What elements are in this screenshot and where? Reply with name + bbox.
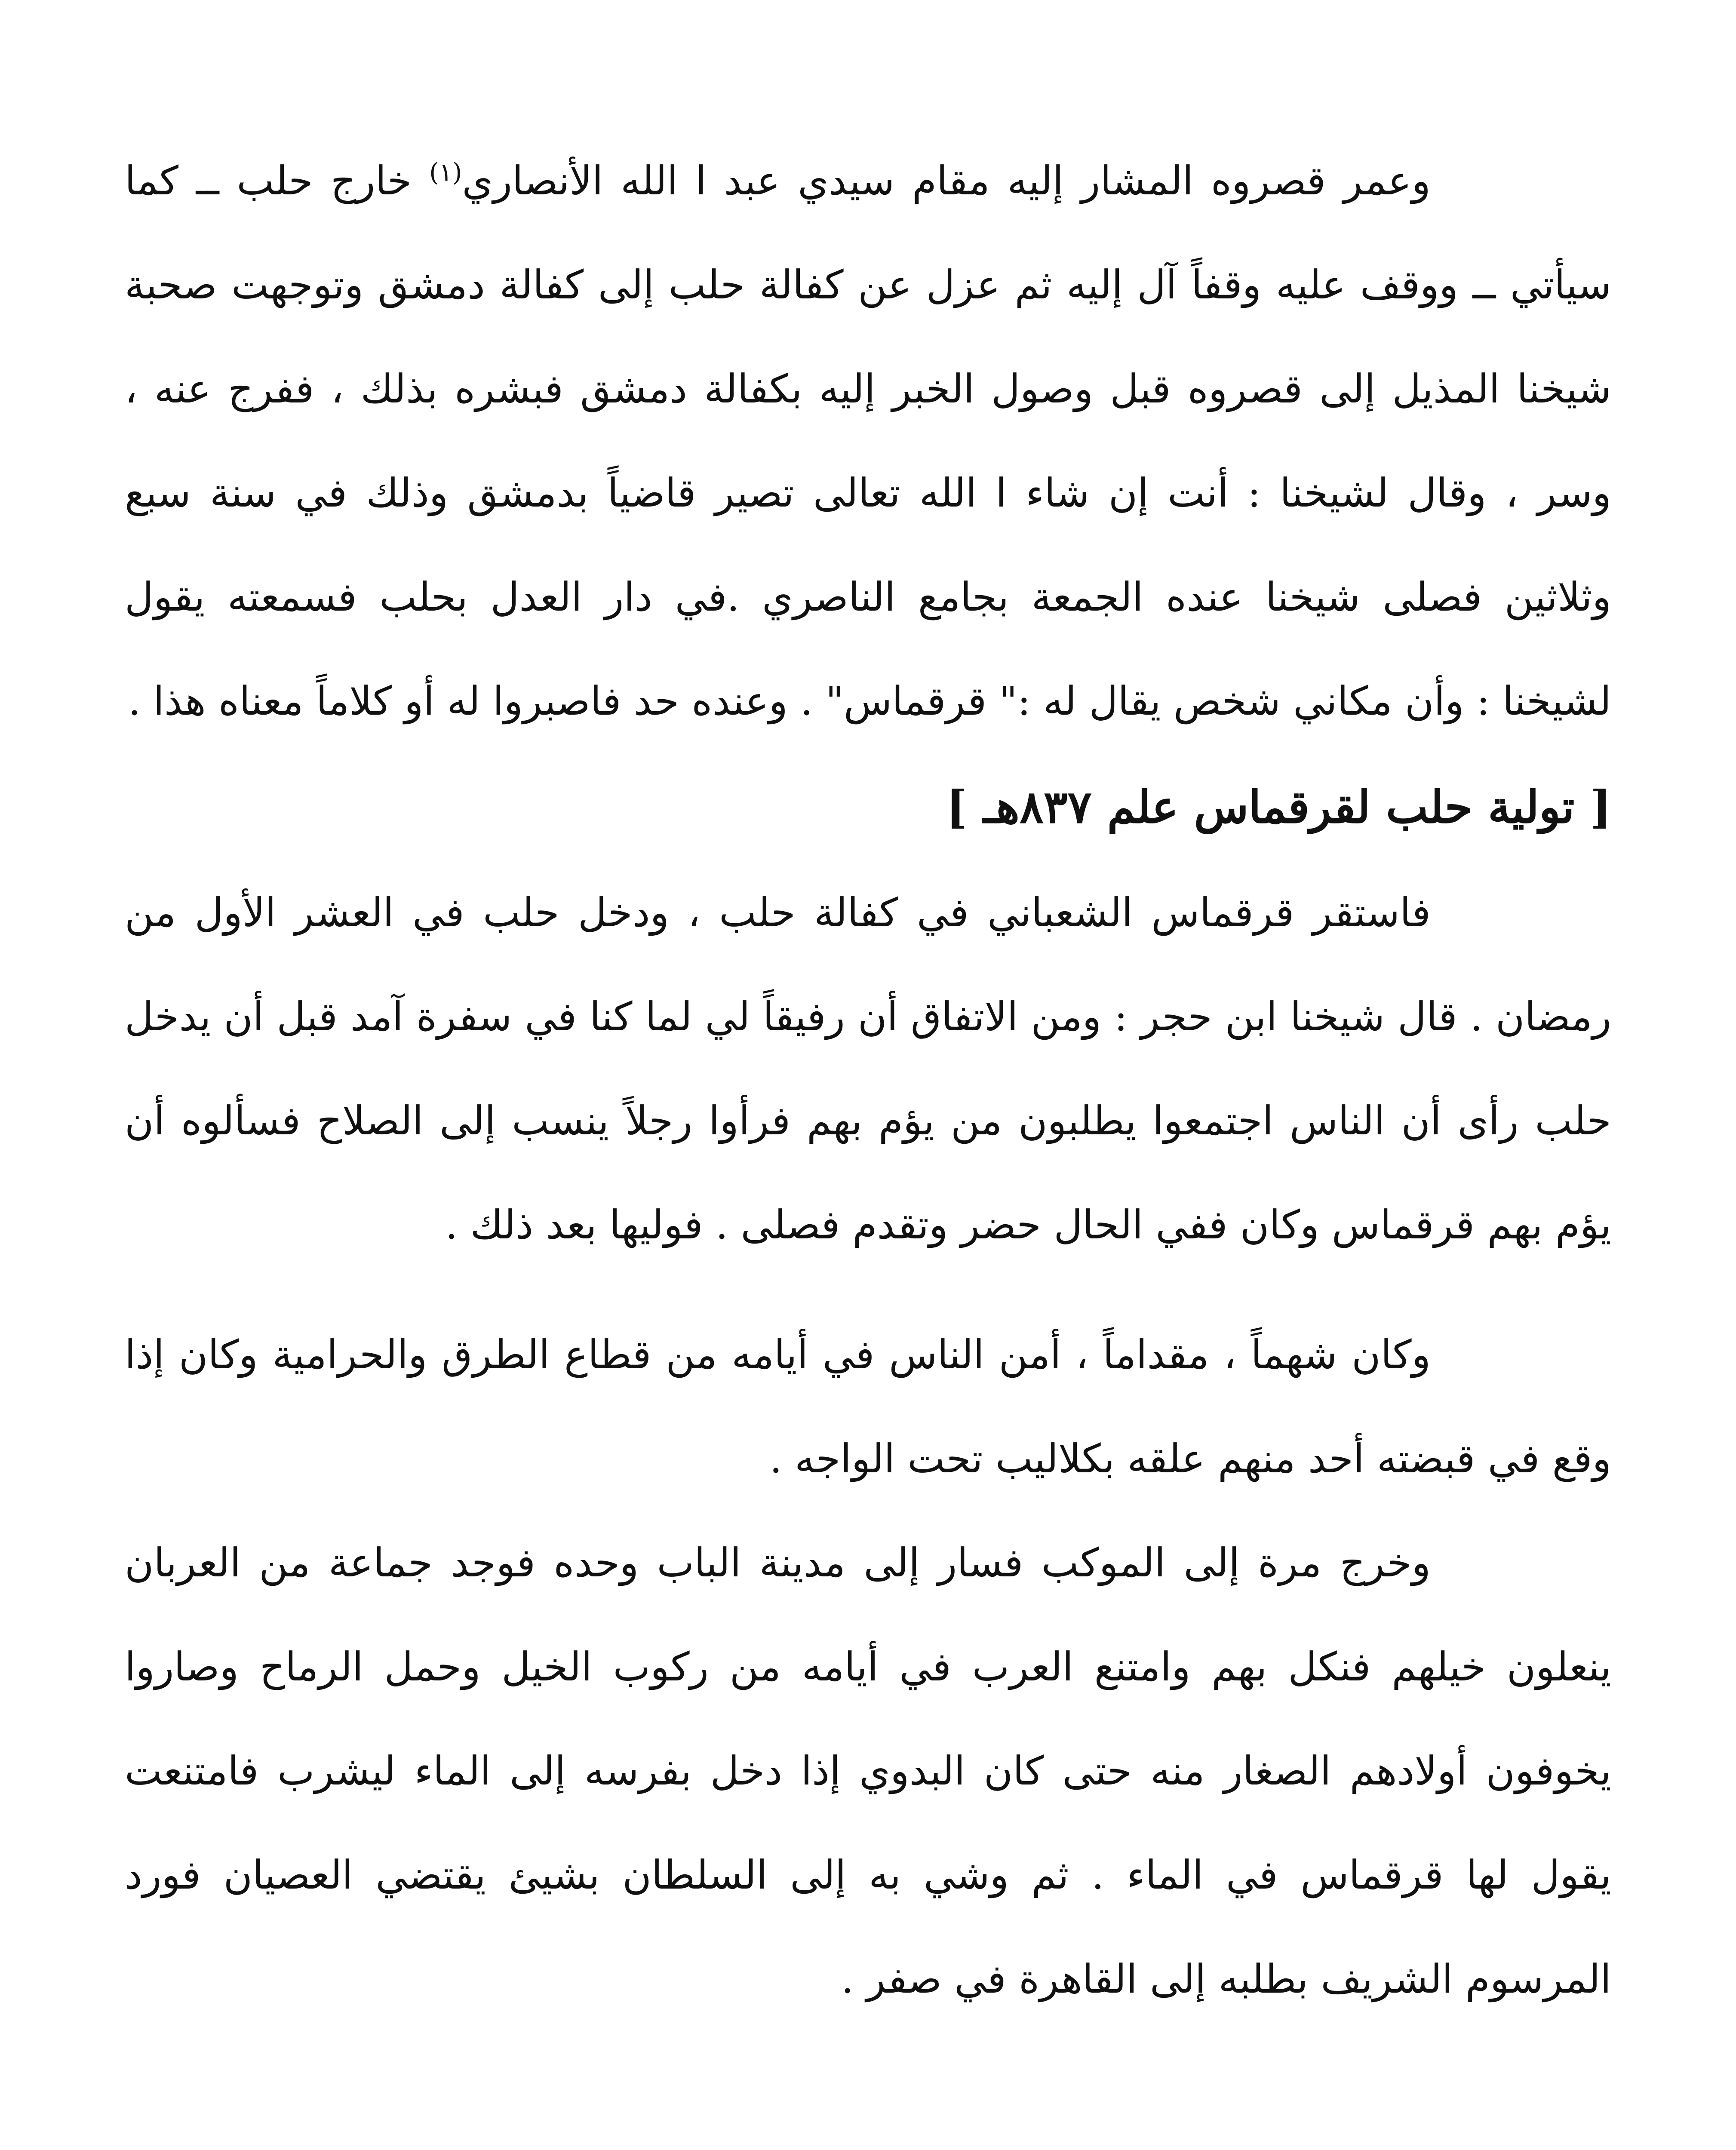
paragraph-4: وخرج مرة إلى الموكب فسار إلى مدينة الباب وحده فوجد جماعة من العربان ينعلون خيلهم فنكل بهم وامتنع العرب في أيامه من ركوب الخيل وحمل الرماح وصاروا يخوفون أولادهم الصغار منه حتى كان البدوي إذا دخل بفرسه إلى الماء ليشرب فامتنعت يقول لها قرقماس في الماء . ثم وشي به إلى السلطان بشيئ يقتضي العصيان فورد المرسوم الشريف بطلبه إلى القاهرة في صفر .	[125, 1540, 1611, 2002]
paragraph-1-text-b: خارج حلب ــ كما سيأتي ــ ووقف عليه وقفاً آل إليه ثم عزل عن كفالة حلب إلى كفالة دمشق وتوجهت صحبة شيخنا المذيل إلى قصروه قبل وصول الخبر إليه بكفالة دمشق فبشره بذلك ، ففرج عنه ، وسر ، وقال لشيخنا : أنت إن شاء ا الله تعالى تصير قاضياً بدمشق وذلك في سنة سبع وثلاثين فصلى شيخنا عنده الجمعة بجامع الناصري .في دار العدل بحلب فسمعته يقول لشيخنا : وأن مكاني شخص يقال له :" قرقماس" . وعنده حد فاصبروا له أو كلاماً معناه هذا .	[125, 158, 1611, 724]
section-heading: [ تولية حلب لقرقماس علم ٨٣٧هـ ]	[946, 780, 1611, 833]
paragraph-2: فاستقر قرقماس الشعباني في كفالة حلب ، ودخل حلب في العشر الأول من رمضان . قال شيخنا ابن حجر : ومن الاتفاق أن رفيقاً لي لما كنا في سفرة آمد قبل أن يدخل حلب رأى أن الناس اجتمعوا يطلبون من يؤم بهم فرأوا رجلاً ينسب إلى الصلاح فسألوه أن يؤم بهم قرقماس وكان ففي الحال حضر وتقدم فصلى . فوليها بعد ذلك .	[125, 890, 1612, 1248]
paragraph-3: وكان شهماً ، مقداماً ، أمن الناس في أيامه من قطاع الطرق والحرامية وكان إذا وقع في قبضته أحد منهم علقه بكلاليب تحت الواجه .	[125, 1332, 1611, 1482]
paragraph-1	[125, 129, 1611, 753]
paragraph-1-text-a: وعمر قصروه المشار إليه مقام سيدي عبد ا الله الأنصاري	[462, 158, 1431, 204]
footnote-reference: (١)	[429, 157, 462, 187]
main-text	[125, 129, 1611, 2031]
